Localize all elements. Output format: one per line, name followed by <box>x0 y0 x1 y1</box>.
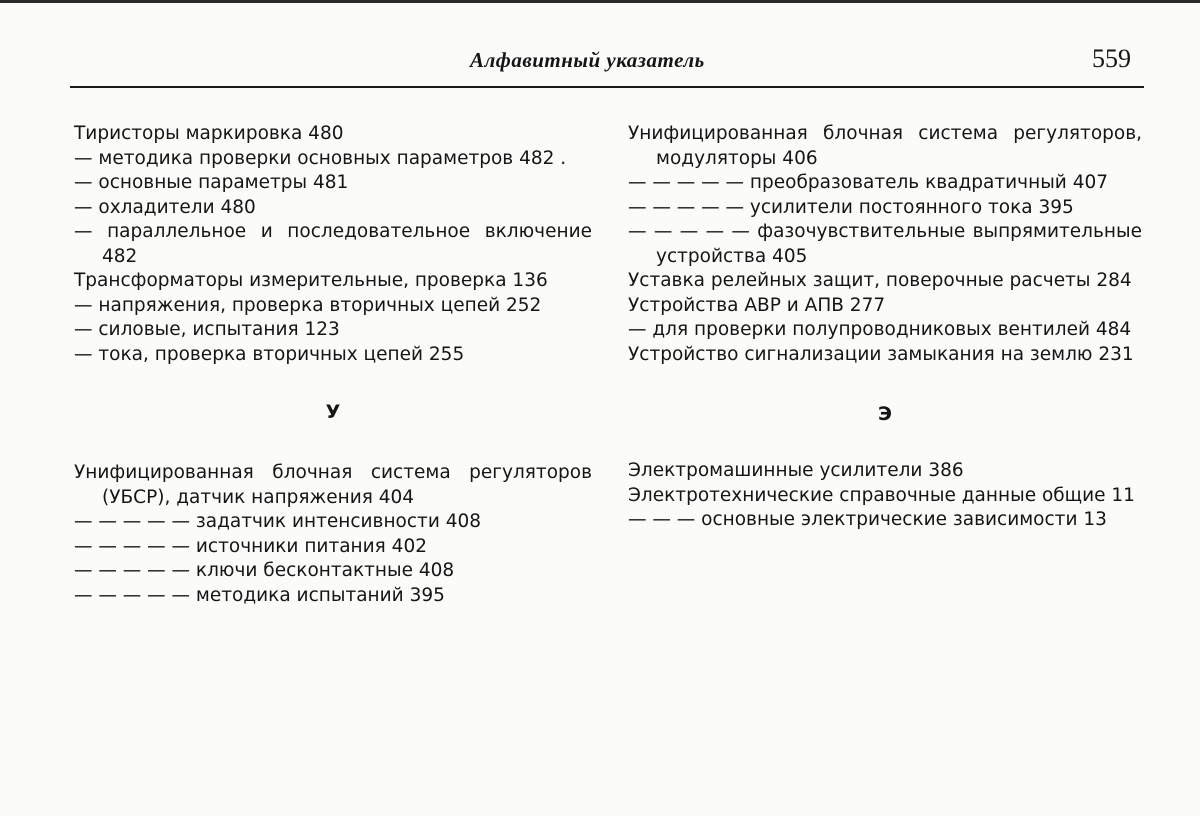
index-entry: Электромашинные усилители 386 <box>628 460 964 481</box>
index-subentry: — охладители 480 <box>74 196 256 218</box>
index-subentry: — — — основные электрические зависимости 13 <box>628 509 1107 530</box>
section-letter-u: У <box>325 401 341 423</box>
running-title: Алфавитный указатель <box>470 48 705 72</box>
page-number: 559 <box>1092 44 1131 73</box>
header-rule <box>70 86 1144 88</box>
index-subentry: — основные параметры 481 <box>74 172 349 193</box>
index-subentry: — тока, проверка вторичных цепей 255 <box>74 343 465 365</box>
section-letter-e: Э <box>878 403 892 425</box>
index-subentry: — — — — — фазочувствительные выпрямительные устройства 405 <box>628 221 1142 267</box>
index-entry: Унифицированная блочная система регуляторов (УБСР), датчик напряжения 404 <box>74 462 592 508</box>
index-entry: Уставка релейных защит, поверочные расчеты 284 <box>628 270 1132 291</box>
index-entry: Устройства АВР и АПВ 277 <box>628 294 886 316</box>
index-subentry: — напряжения, проверка вторичных цепей 252 <box>74 294 542 316</box>
index-subentry: — — — — — методика испытаний 395 <box>74 584 445 606</box>
index-subentry: — — — — — ключи бесконтактные 408 <box>74 560 455 581</box>
index-subentry: — — — — — задатчик интенсивности 408 <box>74 511 482 532</box>
left-index-column <box>74 122 592 608</box>
index-subentry: — методика проверки основных параметров 482 . <box>74 147 567 169</box>
index-subentry: — параллельное и последовательное включение 482 <box>74 221 592 267</box>
index-entry: Трансформаторы измерительные, проверка 136 <box>74 270 548 291</box>
index-subentry: — — — — — усилители постоянного тока 395 <box>628 196 1074 218</box>
right-index-column <box>628 122 1142 533</box>
index-subentry: — для проверки полупроводниковых вентилей 484 <box>628 319 1132 340</box>
index-entry: Устройство сигнализации замыкания на землю 231 <box>628 343 1134 365</box>
index-subentry: — — — — — преобразователь квадратичный 407 <box>628 172 1109 193</box>
index-subentry: — силовые, испытания 123 <box>74 319 340 340</box>
index-entry: Тиристоры маркировка 480 <box>74 123 344 144</box>
page-top-edge <box>0 0 1200 3</box>
index-entry: Унифицированная блочная система регуляторов, модуляторы 406 <box>628 123 1142 169</box>
index-entry: Электротехнические справочные данные общие 11 <box>628 484 1135 506</box>
index-subentry: — — — — — источники питания 402 <box>74 535 427 557</box>
